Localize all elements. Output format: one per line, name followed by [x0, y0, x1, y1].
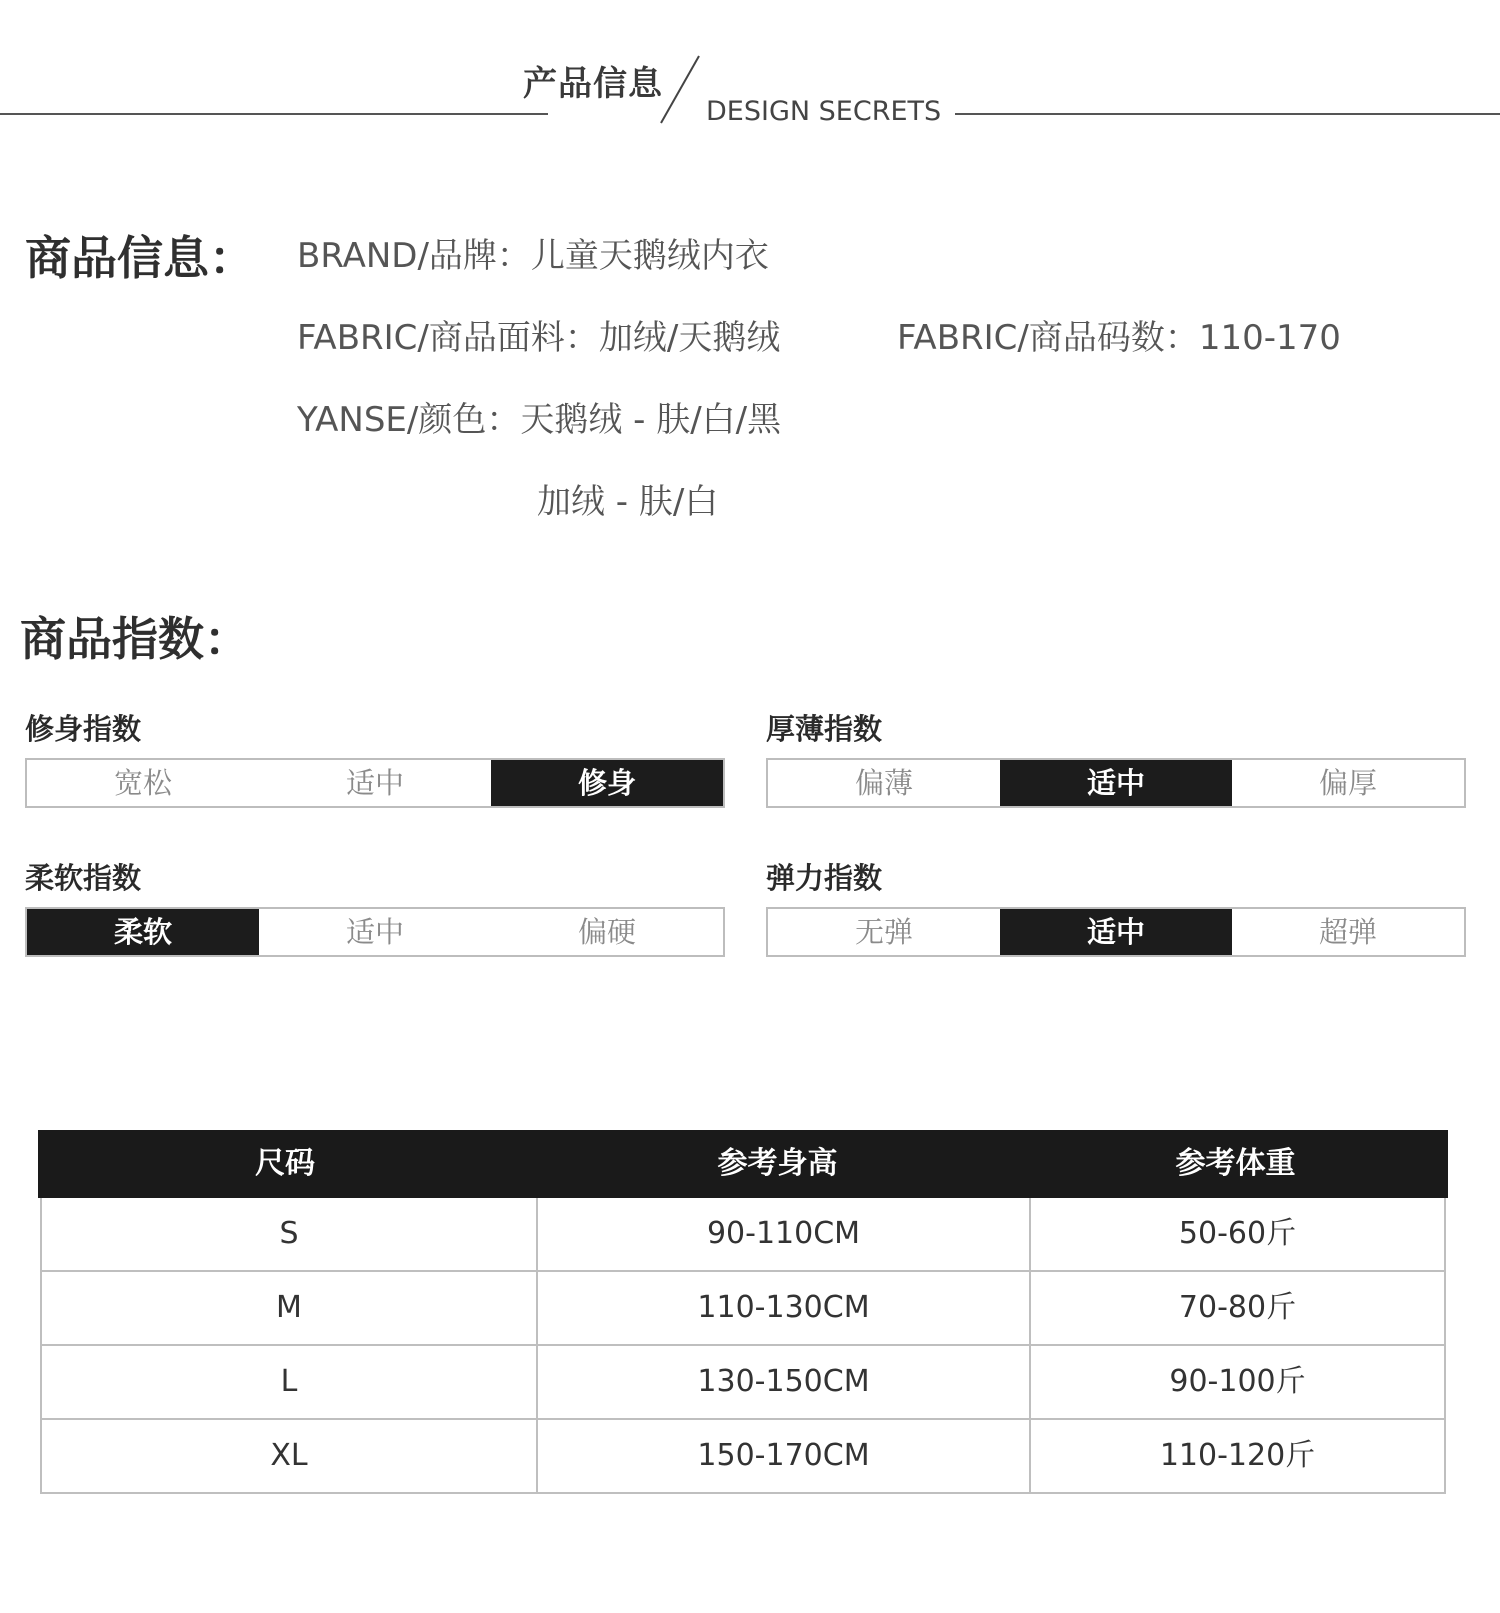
table-cell: 130-150CM	[536, 1346, 1029, 1418]
product-index-title: 商品指数：	[20, 612, 250, 666]
index-bar-elasticity	[766, 907, 1466, 957]
size-table-header-cell: 参考身高	[717, 1146, 838, 1181]
size-table	[38, 1130, 1448, 1494]
index-option: 适中	[345, 766, 404, 800]
table-row	[42, 1272, 1444, 1346]
header-title-en: DESIGN SECRETS	[706, 96, 942, 127]
table-row	[42, 1198, 1444, 1272]
index-option: 超弹	[1318, 915, 1377, 949]
table-cell: 50-60斤	[1029, 1198, 1444, 1270]
product-size-range: FABRIC/商品码数：110-170	[897, 318, 1341, 358]
index-label-elasticity: 弹力指数	[766, 861, 883, 895]
table-cell: 110-120斤	[1029, 1420, 1444, 1492]
index-group-elasticity	[766, 857, 1466, 957]
index-option: 无弹	[854, 915, 913, 949]
header-slash-divider	[655, 52, 705, 127]
header-title-cn: 产品信息	[523, 64, 663, 104]
index-bar-thickness	[766, 758, 1466, 808]
size-table-header	[38, 1130, 1448, 1198]
size-table-body	[40, 1198, 1446, 1494]
index-bar-softness	[25, 907, 725, 957]
table-cell: 90-110CM	[536, 1198, 1029, 1270]
index-option: 偏薄	[854, 766, 913, 800]
table-cell: M	[276, 1290, 302, 1325]
header-rule-left	[0, 113, 548, 115]
index-label-softness: 柔软指数	[25, 861, 142, 895]
table-cell: XL	[270, 1438, 308, 1473]
table-row	[42, 1346, 1444, 1420]
index-option: 适中	[345, 915, 404, 949]
product-brand: BRAND/品牌：儿童天鹅绒内衣	[297, 236, 769, 276]
table-cell: 90-100斤	[1029, 1346, 1444, 1418]
index-group-thickness	[766, 708, 1466, 808]
index-label-fit: 修身指数	[25, 712, 142, 746]
table-cell: S	[279, 1216, 299, 1251]
index-bar-fit	[25, 758, 725, 808]
index-option: 宽松	[113, 766, 172, 800]
index-option-selected: 适中	[1000, 760, 1232, 806]
table-cell: 70-80斤	[1029, 1272, 1444, 1344]
index-group-fit	[25, 708, 725, 808]
table-row	[42, 1420, 1444, 1494]
index-option-selected: 柔软	[27, 909, 259, 955]
index-option-selected: 修身	[491, 760, 723, 806]
size-table-header-cell: 尺码	[255, 1146, 315, 1181]
table-cell: 150-170CM	[536, 1420, 1029, 1492]
product-color-line-2: 加绒 - 肤/白	[537, 482, 719, 522]
size-table-header-cell: 参考体重	[1175, 1146, 1296, 1181]
product-color-line-1: YANSE/颜色：天鹅绒 - 肤/白/黑	[297, 400, 782, 440]
index-option-selected: 适中	[1000, 909, 1232, 955]
index-option: 偏硬	[577, 915, 636, 949]
index-option: 偏厚	[1318, 766, 1377, 800]
product-info-title: 商品信息：	[25, 231, 255, 285]
index-group-softness	[25, 857, 725, 957]
table-cell: L	[280, 1364, 298, 1399]
header-rule-right	[955, 113, 1500, 115]
table-cell: 110-130CM	[536, 1272, 1029, 1344]
index-label-thickness: 厚薄指数	[766, 712, 883, 746]
product-fabric: FABRIC/商品面料：加绒/天鹅绒	[297, 318, 781, 358]
